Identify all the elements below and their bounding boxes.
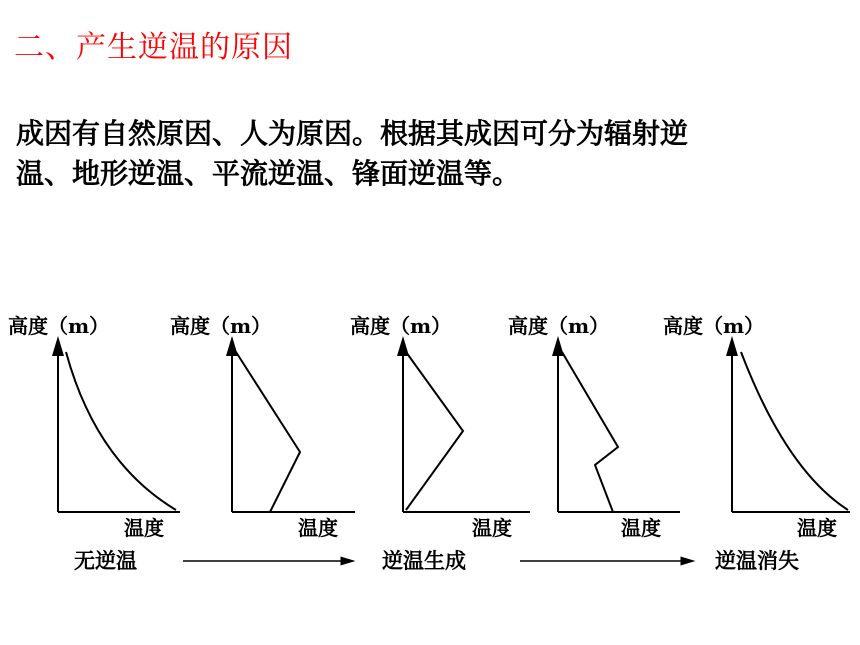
x-axis-label-2: 温度 [298, 516, 338, 540]
panel-2 [232, 346, 355, 540]
x-axis-label-5: 温度 [797, 516, 837, 540]
body-line-1: 成因有自然原因、人为原因。根据其成因可分为辐射逆 [16, 117, 689, 150]
inversion-diagram [0, 300, 860, 600]
y-axis-label-5: 高度（m） [663, 314, 765, 338]
temperature-profile-1 [66, 352, 176, 510]
slide-title: 二、产生逆温的原因 [14, 30, 293, 65]
stage-label-inversion-forms: 逆温生成 [382, 549, 466, 573]
stage-label-inversion-dissipates: 逆温消失 [715, 549, 799, 573]
y-axis-label-3: 高度（m） [350, 314, 452, 338]
y-axis-label-1: 高度（m） [8, 314, 110, 338]
x-axis-label-4: 温度 [621, 516, 661, 540]
temperature-profile-3 [406, 352, 463, 510]
panel-1 [58, 346, 180, 540]
panel-3 [403, 346, 530, 540]
y-axis-label-4: 高度（m） [508, 314, 610, 338]
panel-5 [732, 346, 850, 540]
body-line-2: 温、地形逆温、平流逆温、锋面逆温等。 [16, 157, 521, 190]
stage-label-no-inversion: 无逆温 [74, 549, 137, 573]
temperature-profile-4 [562, 352, 618, 512]
x-axis-label-1: 温度 [124, 516, 164, 540]
x-axis-label-3: 温度 [472, 516, 512, 540]
panel-4 [558, 346, 680, 540]
temperature-profile-5 [741, 352, 848, 510]
body-paragraph [16, 114, 846, 194]
y-axis-label-2: 高度（m） [170, 314, 272, 338]
temperature-profile-2 [236, 352, 300, 512]
